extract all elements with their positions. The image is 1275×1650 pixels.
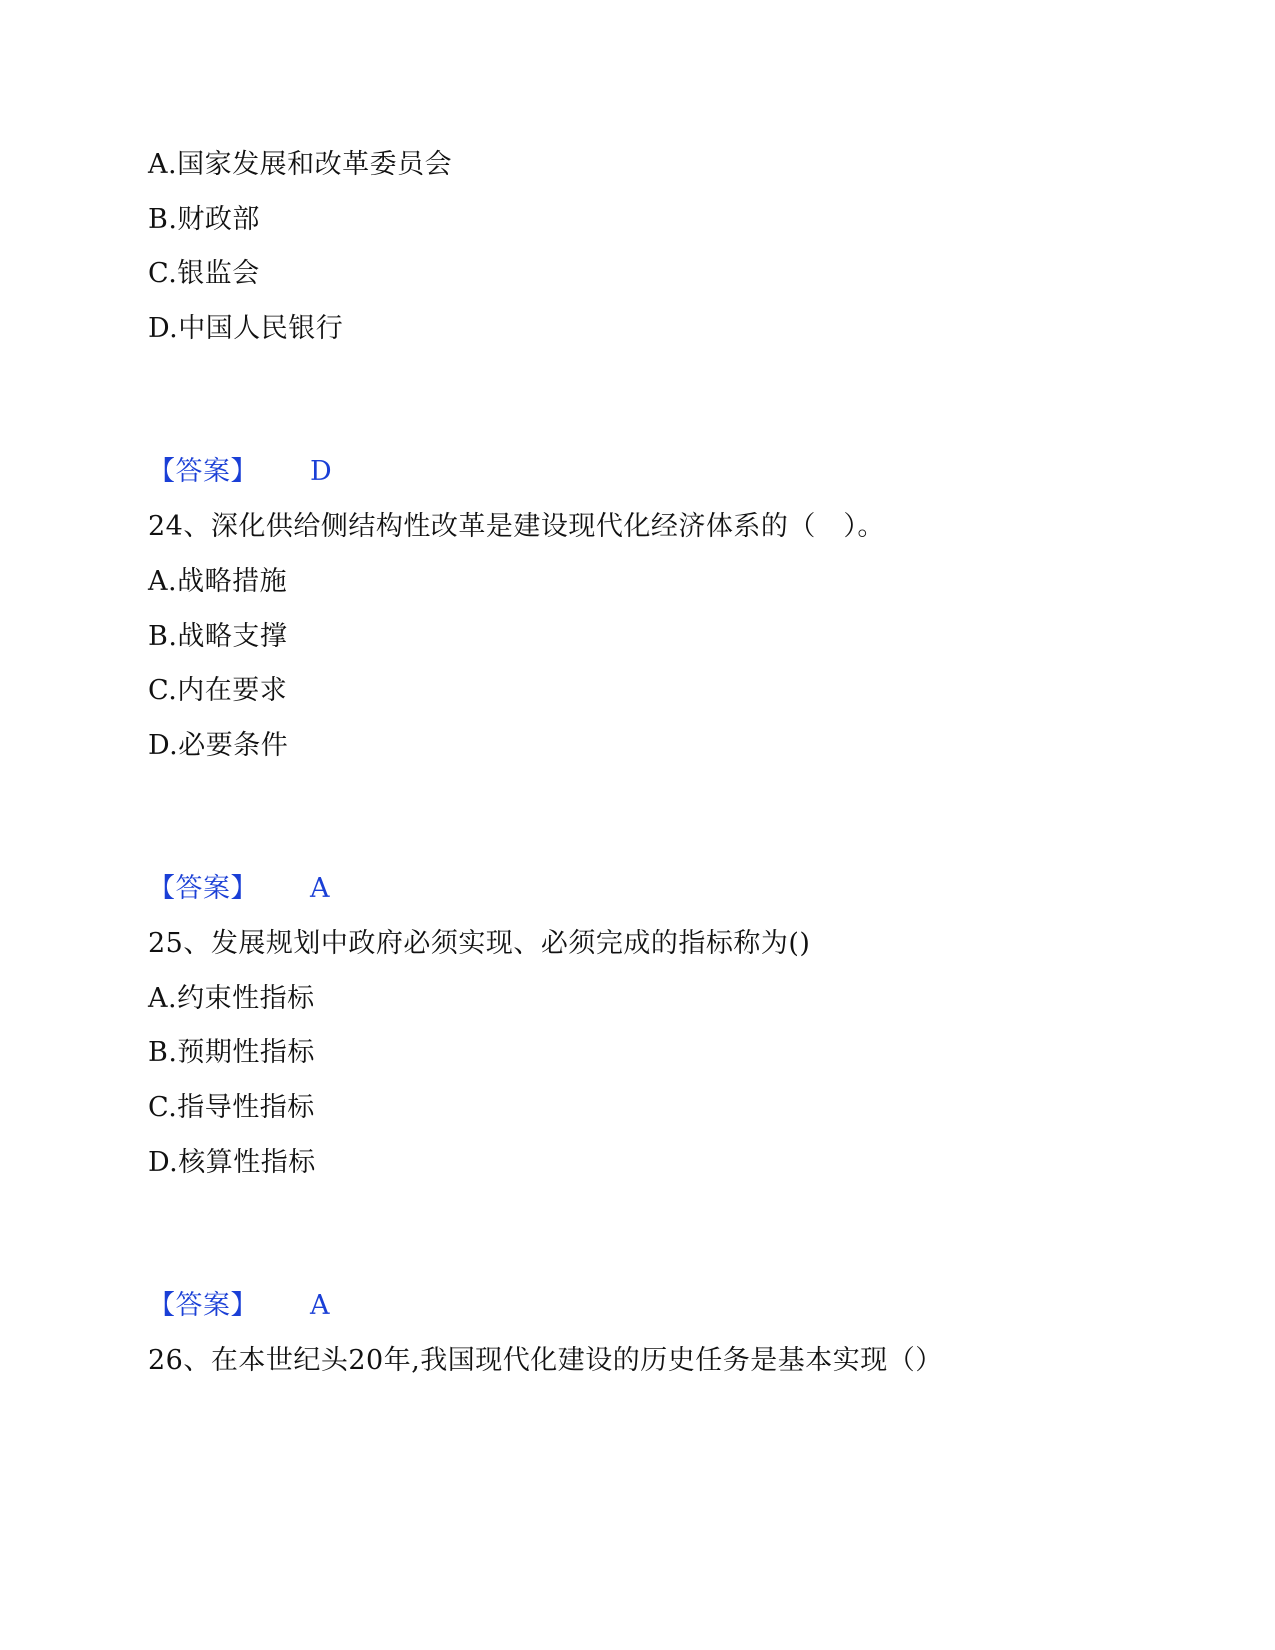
q23-answer [148,455,332,489]
q25-option-c: C.指导性指标 [148,1092,315,1123]
answer-tag: 【答案】 [148,873,258,904]
q24-option-d: D.必要条件 [148,730,289,761]
q26-question: 26、在本世纪头20年,我国现代化建设的历史任务是基本实现（） [148,1345,943,1376]
q25-question: 25、发展规划中政府必须实现、必须完成的指标称为() [148,928,811,959]
q23-option-c: C.银监会 [148,258,260,289]
q23-option-a: A.国家发展和改革委员会 [148,149,453,180]
q24-question: 24、深化供给侧结构性改革是建设现代化经济体系的（ ）。 [148,511,885,542]
q23-option-b: B.财政部 [148,204,260,235]
q25-option-d: D.核算性指标 [148,1147,316,1178]
answer-tag: 【答案】 [148,456,258,487]
q24-answer [148,872,330,906]
q25-option-b: B.预期性指标 [148,1037,315,1068]
q23-option-d: D.中国人民银行 [148,313,344,344]
answer-value: A [310,873,330,904]
answer-value: A [310,1290,330,1321]
answer-tag: 【答案】 [148,1290,258,1321]
q24-option-b: B.战略支撑 [148,621,288,652]
q24-option-a: A.战略措施 [148,566,288,597]
q25-answer [148,1289,330,1323]
answer-value: D [310,456,333,487]
q25-option-a: A.约束性指标 [148,983,315,1014]
q24-option-c: C.内在要求 [148,675,288,706]
